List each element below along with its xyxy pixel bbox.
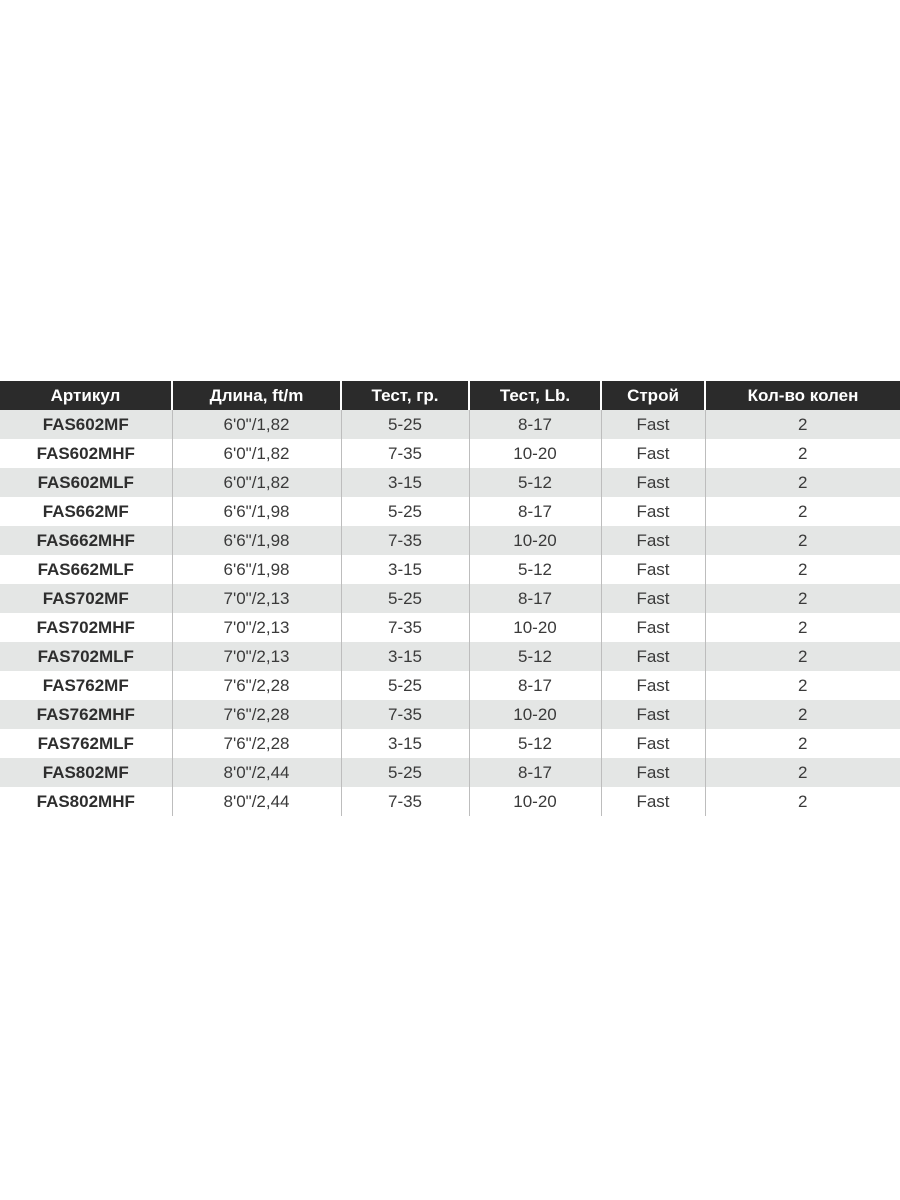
header-length: Длина, ft/m bbox=[172, 381, 341, 410]
cell-article: FAS702MHF bbox=[0, 613, 172, 642]
cell-action: Fast bbox=[601, 642, 705, 671]
cell-length: 8'0"/2,44 bbox=[172, 787, 341, 816]
cell-sections: 2 bbox=[705, 497, 900, 526]
table-row bbox=[0, 613, 900, 642]
cell-sections: 2 bbox=[705, 439, 900, 468]
table-row bbox=[0, 410, 900, 439]
cell-length: 7'0"/2,13 bbox=[172, 584, 341, 613]
cell-length: 7'0"/2,13 bbox=[172, 642, 341, 671]
cell-article: FAS602MLF bbox=[0, 468, 172, 497]
cell-length: 6'6"/1,98 bbox=[172, 555, 341, 584]
cell-action: Fast bbox=[601, 439, 705, 468]
cell-sections: 2 bbox=[705, 671, 900, 700]
cell-test-grams: 5-25 bbox=[341, 671, 469, 700]
table-row bbox=[0, 787, 900, 816]
cell-article: FAS602MHF bbox=[0, 439, 172, 468]
cell-sections: 2 bbox=[705, 410, 900, 439]
cell-action: Fast bbox=[601, 613, 705, 642]
cell-sections: 2 bbox=[705, 642, 900, 671]
cell-length: 6'6"/1,98 bbox=[172, 497, 341, 526]
cell-sections: 2 bbox=[705, 700, 900, 729]
cell-test-lb: 8-17 bbox=[469, 410, 601, 439]
cell-action: Fast bbox=[601, 410, 705, 439]
cell-article: FAS662MF bbox=[0, 497, 172, 526]
cell-test-grams: 7-35 bbox=[341, 787, 469, 816]
table-body bbox=[0, 410, 900, 816]
cell-test-lb: 5-12 bbox=[469, 642, 601, 671]
cell-action: Fast bbox=[601, 729, 705, 758]
cell-article: FAS802MHF bbox=[0, 787, 172, 816]
cell-test-grams: 3-15 bbox=[341, 729, 469, 758]
cell-action: Fast bbox=[601, 671, 705, 700]
table-row bbox=[0, 555, 900, 584]
table-row bbox=[0, 671, 900, 700]
cell-action: Fast bbox=[601, 584, 705, 613]
cell-test-grams: 7-35 bbox=[341, 526, 469, 555]
table-row bbox=[0, 468, 900, 497]
cell-article: FAS762MHF bbox=[0, 700, 172, 729]
cell-test-grams: 7-35 bbox=[341, 613, 469, 642]
cell-length: 6'0"/1,82 bbox=[172, 439, 341, 468]
cell-article: FAS662MLF bbox=[0, 555, 172, 584]
table-row bbox=[0, 729, 900, 758]
cell-action: Fast bbox=[601, 787, 705, 816]
cell-test-grams: 3-15 bbox=[341, 468, 469, 497]
cell-article: FAS762MF bbox=[0, 671, 172, 700]
cell-sections: 2 bbox=[705, 468, 900, 497]
cell-length: 6'0"/1,82 bbox=[172, 410, 341, 439]
cell-action: Fast bbox=[601, 555, 705, 584]
cell-test-lb: 8-17 bbox=[469, 497, 601, 526]
cell-length: 8'0"/2,44 bbox=[172, 758, 341, 787]
header-row bbox=[0, 381, 900, 410]
table-row bbox=[0, 700, 900, 729]
cell-test-grams: 3-15 bbox=[341, 555, 469, 584]
table-row bbox=[0, 642, 900, 671]
cell-test-lb: 5-12 bbox=[469, 729, 601, 758]
cell-sections: 2 bbox=[705, 555, 900, 584]
cell-action: Fast bbox=[601, 468, 705, 497]
cell-sections: 2 bbox=[705, 758, 900, 787]
cell-sections: 2 bbox=[705, 787, 900, 816]
cell-test-grams: 7-35 bbox=[341, 439, 469, 468]
table-row bbox=[0, 758, 900, 787]
cell-article: FAS602MF bbox=[0, 410, 172, 439]
cell-action: Fast bbox=[601, 526, 705, 555]
cell-test-lb: 5-12 bbox=[469, 555, 601, 584]
table-row bbox=[0, 439, 900, 468]
cell-length: 6'0"/1,82 bbox=[172, 468, 341, 497]
cell-length: 7'6"/2,28 bbox=[172, 671, 341, 700]
cell-test-lb: 10-20 bbox=[469, 613, 601, 642]
cell-action: Fast bbox=[601, 497, 705, 526]
cell-sections: 2 bbox=[705, 729, 900, 758]
cell-test-lb: 8-17 bbox=[469, 758, 601, 787]
cell-sections: 2 bbox=[705, 526, 900, 555]
spec-table bbox=[0, 381, 900, 816]
cell-sections: 2 bbox=[705, 613, 900, 642]
cell-article: FAS702MLF bbox=[0, 642, 172, 671]
cell-test-grams: 7-35 bbox=[341, 700, 469, 729]
table-row bbox=[0, 526, 900, 555]
cell-article: FAS702MF bbox=[0, 584, 172, 613]
cell-action: Fast bbox=[601, 758, 705, 787]
cell-length: 7'0"/2,13 bbox=[172, 613, 341, 642]
cell-test-lb: 10-20 bbox=[469, 439, 601, 468]
cell-length: 7'6"/2,28 bbox=[172, 700, 341, 729]
cell-test-lb: 10-20 bbox=[469, 787, 601, 816]
cell-test-grams: 5-25 bbox=[341, 497, 469, 526]
cell-article: FAS802MF bbox=[0, 758, 172, 787]
cell-article: FAS662MHF bbox=[0, 526, 172, 555]
header-article: Артикул bbox=[0, 381, 172, 410]
cell-length: 7'6"/2,28 bbox=[172, 729, 341, 758]
cell-test-grams: 5-25 bbox=[341, 584, 469, 613]
cell-test-grams: 3-15 bbox=[341, 642, 469, 671]
cell-test-lb: 10-20 bbox=[469, 526, 601, 555]
header-sections: Кол-во колен bbox=[705, 381, 900, 410]
header-test-grams: Тест, гр. bbox=[341, 381, 469, 410]
cell-article: FAS762MLF bbox=[0, 729, 172, 758]
cell-test-lb: 5-12 bbox=[469, 468, 601, 497]
cell-sections: 2 bbox=[705, 584, 900, 613]
table-header bbox=[0, 381, 900, 410]
table-row bbox=[0, 584, 900, 613]
cell-test-grams: 5-25 bbox=[341, 758, 469, 787]
cell-test-grams: 5-25 bbox=[341, 410, 469, 439]
cell-test-lb: 8-17 bbox=[469, 584, 601, 613]
cell-test-lb: 8-17 bbox=[469, 671, 601, 700]
cell-length: 6'6"/1,98 bbox=[172, 526, 341, 555]
table-row bbox=[0, 497, 900, 526]
cell-test-lb: 10-20 bbox=[469, 700, 601, 729]
cell-action: Fast bbox=[601, 700, 705, 729]
header-test-lb: Тест, Lb. bbox=[469, 381, 601, 410]
header-action: Строй bbox=[601, 381, 705, 410]
